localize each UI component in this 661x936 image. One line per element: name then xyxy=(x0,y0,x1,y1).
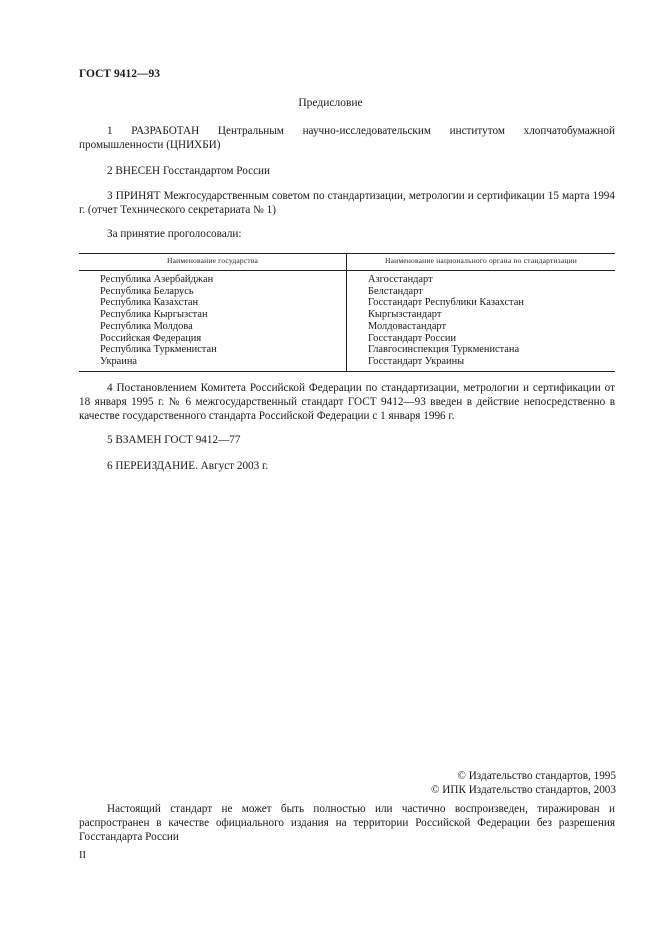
states-column xyxy=(100,274,217,368)
section-4-text: Постановлением Комитета Российской Федерации по стандартизации, метрологии и сертификации от 18 января 1995 г. № 6 межгосударственный стандарт ГОСТ 9412—93 введен в действие непосредственно в качестве государственного стандарта Российской Федерации с 1 января 1996 г. xyxy=(79,382,616,422)
table-cell-body: Госстандарт Республики Казахстан xyxy=(368,297,524,309)
section-3-heading: ПРИНЯТ xyxy=(115,190,161,202)
document-header: ГОСТ 9412—93 xyxy=(79,68,160,80)
table-top-rule xyxy=(79,253,615,254)
vote-label: За принятие проголосовали: xyxy=(107,228,242,240)
section-2 xyxy=(79,164,615,178)
section-1 xyxy=(79,124,615,152)
table-cell-state: Республика Казахстан xyxy=(100,297,199,309)
table-cell-body: Главгосинспекция Туркменистана xyxy=(368,344,520,356)
reproduction-notice xyxy=(79,802,615,844)
standards-body-column xyxy=(368,274,524,368)
section-6-text: ПЕРЕИЗДАНИЕ. Август 2003 г. xyxy=(115,460,269,472)
table-header-state: Наименование государства xyxy=(166,256,258,265)
table-cell-state: Республика Туркменистан xyxy=(100,344,217,356)
table-cell-body: Госстандарт Украины xyxy=(368,355,465,367)
table-cell-body: Белстандарт xyxy=(368,285,423,297)
section-2-heading: ВНЕСЕН xyxy=(115,165,161,177)
section-2-number: 2 xyxy=(107,165,113,177)
section-4 xyxy=(79,381,615,423)
table-cell-body: Молдовастандарт xyxy=(368,320,447,332)
copyright-block xyxy=(431,769,616,797)
table-cell-state: Республика Азербайджан xyxy=(100,274,214,285)
section-3-number: 3 xyxy=(107,190,113,202)
page-number: II xyxy=(79,850,86,861)
section-6 xyxy=(79,459,615,473)
section-5-text: ВЗАМЕН ГОСТ 9412—77 xyxy=(115,434,241,446)
page-title: Предисловие xyxy=(298,97,363,109)
table-header-standards-body: Наименование национального органа по стандартизации xyxy=(385,256,577,265)
table-header-rule xyxy=(79,270,615,271)
section-1-number: 1 xyxy=(107,125,113,137)
copyright-line-2: © ИПК Издательство стандартов, 2003 xyxy=(430,784,616,796)
reproduction-notice-text: Настоящий стандарт не может быть полностью или частично воспроизведен, тиражирован и распространен в качестве официального издания на территории Российской Федерации без разрешения Госстандарта России xyxy=(79,803,615,843)
section-1-text: Центральным научно-исследовательским институтом хлопчатобумажной промышленности (ЦНИХБИ) xyxy=(79,125,616,151)
table-cell-body: Госстандарт России xyxy=(368,332,457,344)
section-1-heading: РАЗРАБОТАН xyxy=(131,125,200,137)
table-cell-body: Азгосстандарт xyxy=(368,274,433,285)
section-5 xyxy=(79,433,615,447)
table-cell-state: Республика Молдова xyxy=(100,320,193,332)
table-cell-body: Кыргызстандарт xyxy=(368,309,442,321)
voting-table xyxy=(79,253,615,371)
section-4-number: 4 xyxy=(107,382,113,394)
section-6-number: 6 xyxy=(107,460,113,472)
copyright-line-1: © Издательство стандартов, 1995 xyxy=(457,770,616,782)
section-2-text: Госстандартом России xyxy=(162,165,271,177)
table-column-divider xyxy=(346,253,347,371)
section-3 xyxy=(79,189,615,217)
table-cell-state: Республика Беларусь xyxy=(100,285,194,297)
section-3-text: Межгосударственным советом по стандартизации, метрологии и сертификации 15 марта 1994 г. (отчет Технического секретариата № 1) xyxy=(79,190,615,216)
table-cell-state: Республика Кыргызстан xyxy=(100,309,208,321)
section-5-number: 5 xyxy=(107,434,113,446)
table-cell-state: Российская Федерация xyxy=(100,332,202,344)
table-cell-state: Украина xyxy=(100,355,138,367)
table-bottom-rule xyxy=(79,371,615,372)
